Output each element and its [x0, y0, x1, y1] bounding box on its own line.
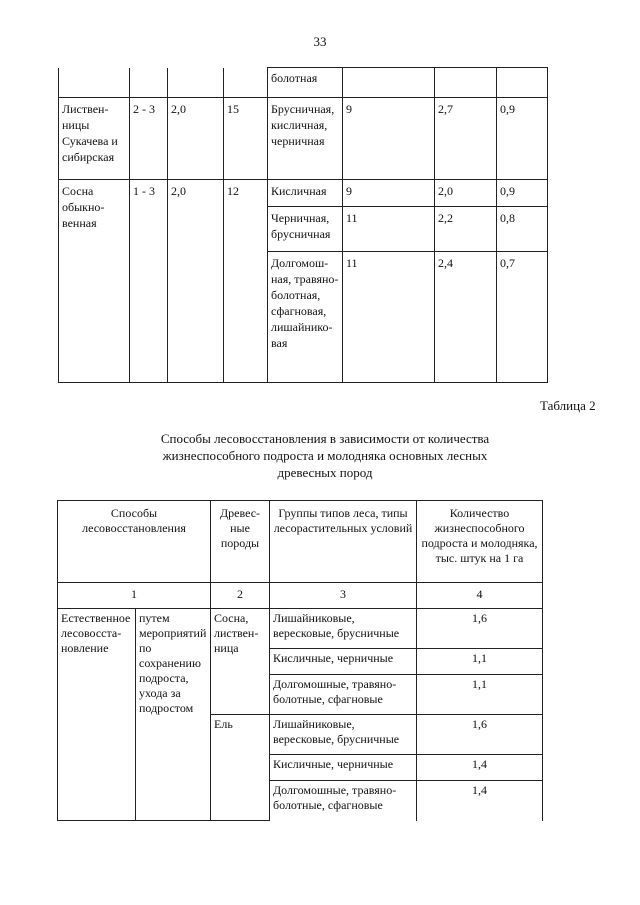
table1-cell-v3: 0,8 [497, 207, 548, 252]
table1-cell-group: Черничная, брусничная [268, 207, 343, 252]
group-cell: Лишайниковые, вересковые, брусничные [270, 715, 417, 755]
table1-cell-v3: 0,9 [497, 98, 548, 180]
table1-cell-group: Брусничная, кисличная, черничная [268, 98, 343, 180]
table2-title: Способы лесовосстановления в зависимости от количества жизнеспособного подроста и молодняка основных лесных древесных пород [160, 431, 490, 480]
table-2 [57, 500, 543, 821]
table1-cell-age: 2 - 3 [130, 98, 168, 180]
value-cell: 1,1 [417, 649, 543, 675]
header-quantity: Количество жизнеспособного подроста и молодняка, тыс. штук на 1 га [417, 501, 543, 583]
page-number: 33 [313, 34, 327, 49]
table-1 [58, 67, 548, 383]
table1-cell-v2: 2,7 [435, 98, 497, 180]
method-type: Естественное лесовосста-новление [58, 609, 136, 821]
value-cell: 1,6 [417, 715, 543, 755]
table1-cell-group: Долгомош-ная, травяно-болотная, сфагновая, лишайнико-вая [268, 252, 343, 383]
table1-cell-v2: 2,0 [435, 180, 497, 207]
header-groups: Группы типов леса, типы лесорастительных условий [270, 501, 417, 583]
table1-cell-v1: 11 [343, 252, 435, 383]
group-cell: Кисличные, черничные [270, 755, 417, 781]
value-cell: 1,4 [417, 781, 543, 821]
table1-cell-group: Кисличная [268, 180, 343, 207]
table1-cell-age: 1 - 3 [130, 180, 168, 383]
table-row [59, 98, 548, 180]
group-cell: Лишайниковые, вересковые, брусничные [270, 609, 417, 649]
table1-cell-v2: 2,2 [435, 207, 497, 252]
table1-cell-col4: 15 [224, 98, 268, 180]
table1-cell-species: Листвен-ницы Сукачева и сибирская [59, 98, 130, 180]
value-cell: 1,4 [417, 755, 543, 781]
column-number: 3 [270, 583, 417, 609]
column-number: 2 [211, 583, 270, 609]
table-row [58, 609, 543, 649]
species-cell: Сосна, листвен-ница [211, 609, 270, 715]
table1-cell-v3: 0,9 [497, 180, 548, 207]
header-species: Древес-ные породы [211, 501, 270, 583]
table1-cell-col4: 12 [224, 180, 268, 383]
header-methods: Способы лесовосстановления [58, 501, 211, 583]
group-cell: Долгомошные, травяно-болотные, сфагновые [270, 781, 417, 821]
table1-cell-group: болотная [268, 68, 343, 98]
table-row [59, 180, 548, 207]
group-cell: Долгомошные, травяно-болотные, сфагновые [270, 675, 417, 715]
table1-cell-height: 2,0 [168, 180, 224, 383]
table-row [58, 583, 543, 609]
group-cell: Кисличные, черничные [270, 649, 417, 675]
table1-cell-v3: 0,7 [497, 252, 548, 383]
value-cell: 1,1 [417, 675, 543, 715]
column-number: 1 [58, 583, 211, 609]
table-row [59, 68, 548, 98]
table1-cell-height: 2,0 [168, 98, 224, 180]
value-cell: 1,6 [417, 609, 543, 649]
table1-cell-v1: 9 [343, 98, 435, 180]
column-number: 4 [417, 583, 543, 609]
method-detail: путем мероприятий по сохранению подроста, ухода за подростом [136, 609, 211, 821]
table1-cell-species: Сосна обыкно-венная [59, 180, 130, 383]
table-row [58, 501, 543, 583]
table2-label: Таблица 2 [540, 398, 596, 413]
species-cell: Ель [211, 715, 270, 821]
table1-cell-v1: 11 [343, 207, 435, 252]
table1-cell-v2: 2,4 [435, 252, 497, 383]
table1-cell-v1: 9 [343, 180, 435, 207]
